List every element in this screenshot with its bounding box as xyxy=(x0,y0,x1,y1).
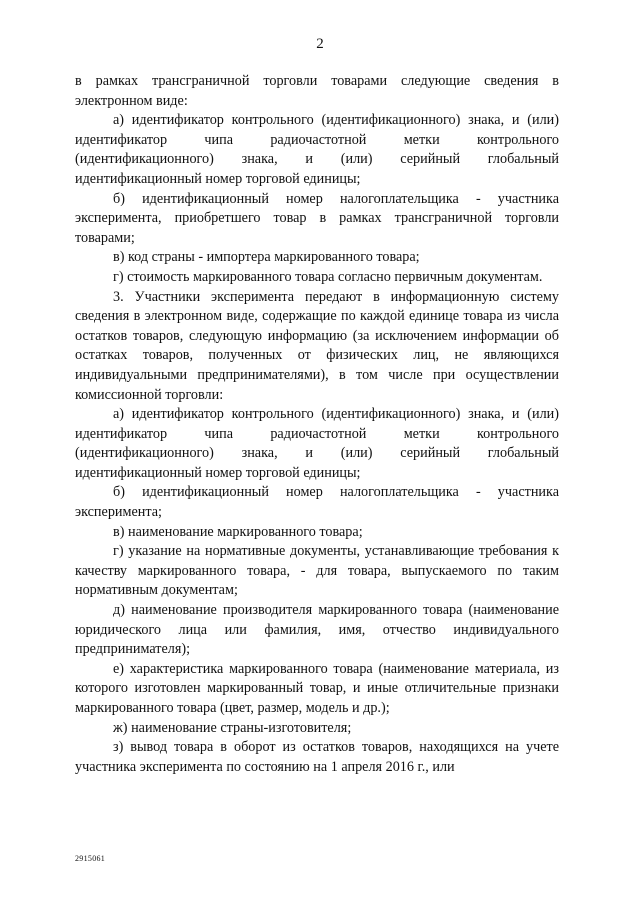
page-number: 2 xyxy=(316,36,324,52)
paragraph: в) наименование маркированного товара; xyxy=(113,523,363,540)
document-code: 2915061 xyxy=(75,854,106,863)
paragraph: з) вывод товара в оборот из остатков товаров, находящихся на учете участника эксперимента по состоянию на 1 апреля 2016 г., или xyxy=(75,739,559,775)
paragraph: а) идентификатор контрольного (идентификационного) знака, и (или) идентификатор чипа радиочастотной метки контрольного (идентификационного) знака, и (или) серийный глобальный идентификационный номер торговой единицы; xyxy=(75,112,559,187)
document-body xyxy=(75,72,559,777)
paragraph: а) идентификатор контрольного (идентификационного) знака, и (или) идентификатор чипа радиочастотной метки контрольного (идентификационного) знака, и (или) серийный глобальный идентификационный номер торговой единицы; xyxy=(75,406,559,481)
paragraph: д) наименование производителя маркированного товара (наименование юридического лица или фамилия, имя, отчество индивидуального предпринимателя); xyxy=(75,602,559,658)
paragraph: ж) наименование страны-изготовителя; xyxy=(113,719,352,736)
paragraph: г) указание на нормативные документы, устанавливающие требования к качеству маркированного товара, - для товара, выпускаемого по таким нормативным документам; xyxy=(75,543,559,599)
paragraph: в) код страны - импортера маркированного товара; xyxy=(113,249,420,266)
paragraph: 3. Участники эксперимента передают в информационную систему сведения в электронном виде, содержащие по каждой единице товара из числа остатков товаров, следующую информацию (за исключением информации об остатках товаров, полученных от физических лиц, не являющихся индивидуальными предпринимателями), в том числе при осуществлении комиссионной торговли: xyxy=(75,288,559,403)
paragraph: в рамках трансграничной торговли товарами следующие сведения в электронном виде: xyxy=(75,73,559,109)
paragraph: б) идентификационный номер налогоплательщика - участника эксперимента, приобретшего товар в рамках трансграничной торговли товарами; xyxy=(75,190,559,246)
paragraph: б) идентификационный номер налогоплательщика - участника эксперимента; xyxy=(75,484,559,521)
paragraph: г) стоимость маркированного товара согласно первичным документам. xyxy=(113,268,543,285)
paragraph: е) характеристика маркированного товара (наименование материала, из которого изготовлен маркированный товар, и иные отличительные признаки маркированного товара (цвет, размер, модель и др.); xyxy=(75,660,559,716)
